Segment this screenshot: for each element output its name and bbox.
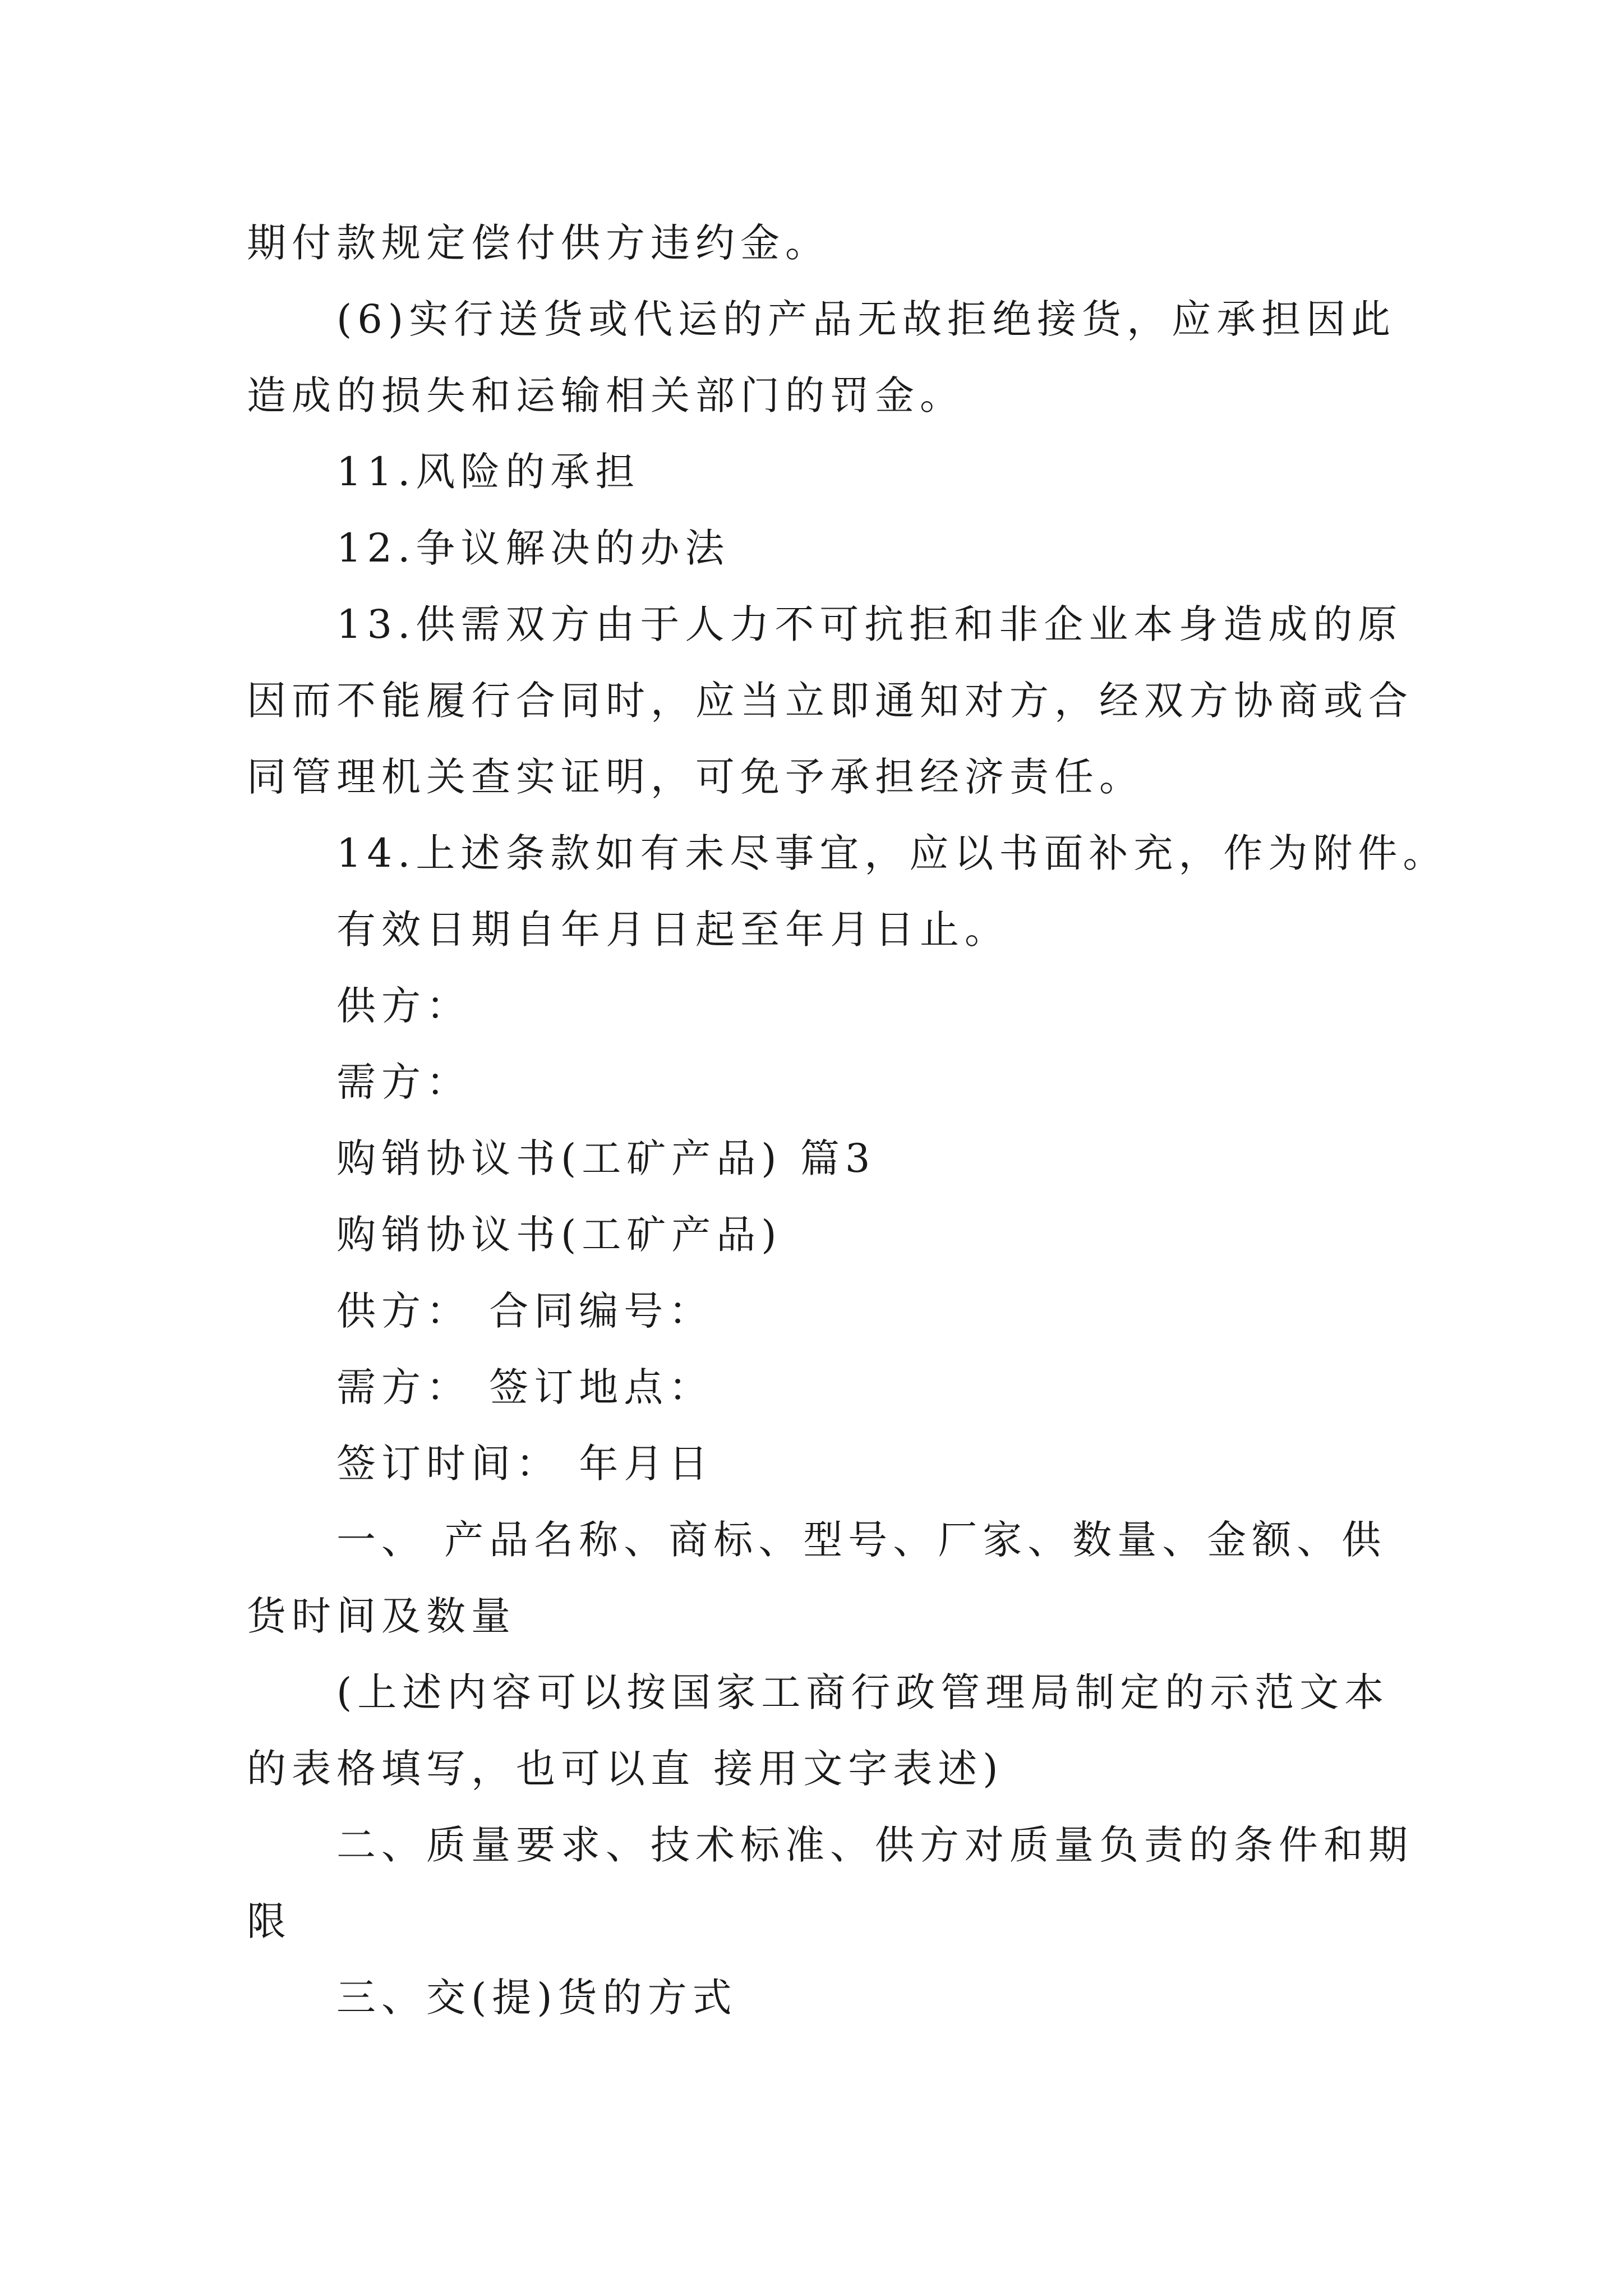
text-line: 14.上述条款如有未尽事宜，应以书面补充，作为附件。 [336, 830, 1448, 876]
section-heading: 12.争议解决的办法 [336, 525, 730, 571]
text-line: 同管理机关查实证明，可免予承担经济责任。 [247, 754, 1144, 800]
section-heading: 11.风险的承担 [336, 449, 640, 495]
signature-label: 供方： [336, 983, 471, 1029]
text-line: (上述内容可以按国家工商行政管理局制定的示范文本 [336, 1669, 1390, 1715]
form-field-line: 供方： 合同编号： [336, 1288, 714, 1334]
text-line: 的表格填写，也可以直 接用文字表述) [247, 1746, 1004, 1792]
text-line: 因而不能履行合同时，应当立即通知对方，经双方协商或合 [247, 678, 1413, 724]
text-line: 限 [247, 1898, 292, 1944]
section-heading: 二、质量要求、技术标准、供方对质量负责的条件和期 [336, 1822, 1413, 1868]
text-line: 期付款规定偿付供方违约金。 [247, 220, 830, 266]
text-line: 货时间及数量 [247, 1593, 516, 1639]
signature-label: 需方： [336, 1059, 471, 1105]
text-line: 13.供需双方由于人力不可抗拒和非企业本身造成的原 [336, 601, 1403, 647]
form-field-line: 需方： 签订地点： [336, 1364, 714, 1410]
document-title: 购销协议书(工矿产品) 篇3 [336, 1135, 876, 1181]
document-subtitle: 购销协议书(工矿产品) [336, 1212, 782, 1258]
section-heading: 一、 产品名称、商标、型号、厂家、数量、金额、供 [336, 1517, 1387, 1563]
form-field-line: 签订时间： 年月日 [336, 1441, 714, 1487]
text-line: (6)实行送货或代运的产品无故拒绝接货，应承担因此 [336, 296, 1396, 342]
text-line: 造成的损失和运输相关部门的罚金。 [247, 372, 965, 418]
section-heading: 三、交(提)货的方式 [336, 1975, 737, 2021]
text-line: 有效日期自年月日起至年月日止。 [336, 907, 1009, 953]
